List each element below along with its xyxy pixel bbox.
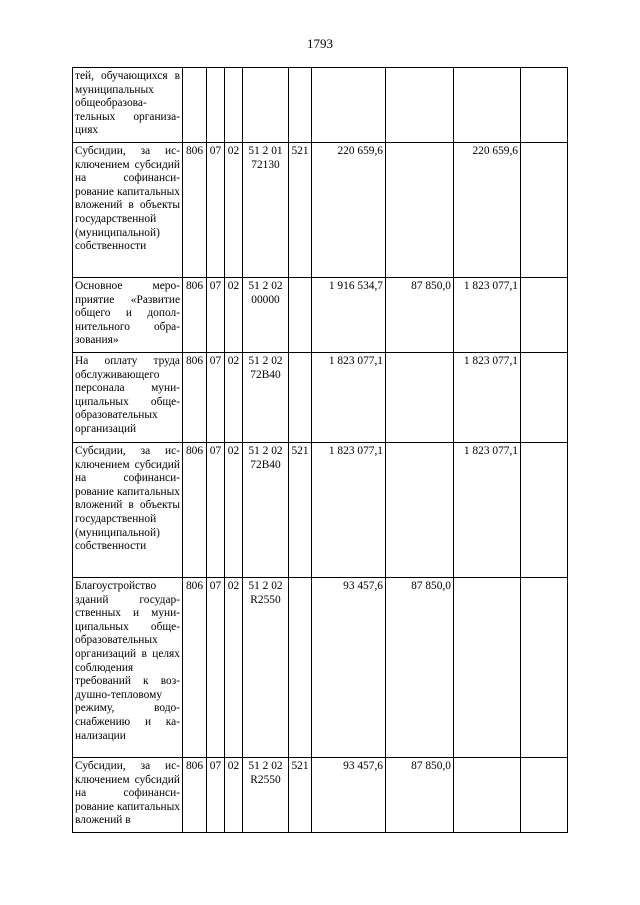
row-extra-amount-cell — [521, 578, 568, 758]
row-rz-code-cell: 07 — [207, 443, 225, 578]
row-rz-code-cell: 07 — [207, 143, 225, 278]
row-fed-amount-cell — [386, 68, 454, 143]
row-gr-code-cell: 806 — [183, 278, 207, 353]
page-number: 1793 — [307, 36, 333, 51]
row-extra-amount-cell — [521, 353, 568, 443]
row-vr-code-cell — [289, 278, 312, 353]
table-row — [73, 143, 568, 278]
row-csr-code-cell: 51 2 02 72В40 — [243, 353, 289, 443]
row-fed-amount-cell — [386, 443, 454, 578]
row-csr-code-cell — [243, 68, 289, 143]
row-name-cell: Благоустройство зданий государственных и муниципальных общеобразовательных организаций в целях соблюдения требований к воздушно-тепловому режиму, водоснабжению и канализации — [73, 578, 183, 758]
row-csr-code-cell: 51 2 02 00000 — [243, 278, 289, 353]
table-row — [73, 443, 568, 578]
row-fed-amount-cell — [386, 143, 454, 278]
row-total-amount-cell: 220 659,6 — [312, 143, 386, 278]
table-row — [73, 68, 568, 143]
row-total-amount-cell: 93 457,6 — [312, 578, 386, 758]
row-extra-amount-cell — [521, 758, 568, 833]
row-name-cell: Основное мероприятие «Развитие общего и дополнительного образования» — [73, 278, 183, 353]
row-gr-code-cell: 806 — [183, 758, 207, 833]
row-name-cell: Субсидии, за исключением субсидий на софинансирование капитальных вложений в объекты государственной (муниципальной) собственности — [73, 143, 183, 278]
row-rz-code-cell: 07 — [207, 578, 225, 758]
row-total-amount-cell: 1 823 077,1 — [312, 353, 386, 443]
row-csr-code-cell: 51 2 02 R2550 — [243, 758, 289, 833]
row-csr-code-cell: 51 2 01 72130 — [243, 143, 289, 278]
row-csr-code-cell: 51 2 02 R2550 — [243, 578, 289, 758]
row-gr-code-cell — [183, 68, 207, 143]
row-vr-code-cell: 521 — [289, 758, 312, 833]
row-vr-code-cell — [289, 578, 312, 758]
row-extra-amount-cell — [521, 278, 568, 353]
row-total-amount-cell: 93 457,6 — [312, 758, 386, 833]
row-extra-amount-cell — [521, 68, 568, 143]
row-fed-amount-cell — [386, 353, 454, 443]
row-reg-amount-cell: 1 823 077,1 — [454, 278, 521, 353]
row-gr-code-cell: 806 — [183, 578, 207, 758]
row-fed-amount-cell: 87 850,0 — [386, 758, 454, 833]
table-row — [73, 758, 568, 833]
row-reg-amount-cell: 220 659,6 — [454, 143, 521, 278]
row-pr-code-cell: 02 — [225, 278, 243, 353]
row-name-cell: Субсидии, за исключением субсидий на софинансирование капитальных вложений в объекты государственной (муниципальной) собственности — [73, 443, 183, 578]
row-total-amount-cell: 1 916 534,7 — [312, 278, 386, 353]
row-reg-amount-cell — [454, 578, 521, 758]
row-pr-code-cell: 02 — [225, 143, 243, 278]
row-vr-code-cell — [289, 353, 312, 443]
row-vr-code-cell — [289, 68, 312, 143]
row-reg-amount-cell: 1 823 077,1 — [454, 443, 521, 578]
row-gr-code-cell: 806 — [183, 143, 207, 278]
row-pr-code-cell: 02 — [225, 758, 243, 833]
row-reg-amount-cell — [454, 68, 521, 143]
row-csr-code-cell: 51 2 02 72В40 — [243, 443, 289, 578]
row-total-amount-cell — [312, 68, 386, 143]
row-rz-code-cell: 07 — [207, 758, 225, 833]
table-body — [73, 68, 568, 833]
row-reg-amount-cell: 1 823 077,1 — [454, 353, 521, 443]
row-gr-code-cell: 806 — [183, 443, 207, 578]
table-row — [73, 353, 568, 443]
row-fed-amount-cell: 87 850,0 — [386, 278, 454, 353]
row-pr-code-cell: 02 — [225, 443, 243, 578]
row-pr-code-cell: 02 — [225, 578, 243, 758]
row-reg-amount-cell — [454, 758, 521, 833]
row-fed-amount-cell: 87 850,0 — [386, 578, 454, 758]
row-name-cell: тей, обучающихся в муниципальных общеобразовательных организациях — [73, 68, 183, 143]
row-extra-amount-cell — [521, 443, 568, 578]
row-total-amount-cell: 1 823 077,1 — [312, 443, 386, 578]
row-name-cell: Субсидии, за исключением субсидий на софинансирование капитальных вложений в — [73, 758, 183, 833]
table-row — [73, 278, 568, 353]
row-vr-code-cell: 521 — [289, 443, 312, 578]
row-extra-amount-cell — [521, 143, 568, 278]
row-gr-code-cell: 806 — [183, 353, 207, 443]
row-vr-code-cell: 521 — [289, 143, 312, 278]
row-pr-code-cell — [225, 68, 243, 143]
row-rz-code-cell: 07 — [207, 278, 225, 353]
budget-table — [72, 67, 568, 833]
row-name-cell: На оплату труда обслуживающего персонала муниципальных общеобразовательных организаций — [73, 353, 183, 443]
row-rz-code-cell: 07 — [207, 353, 225, 443]
table-row — [73, 578, 568, 758]
row-pr-code-cell: 02 — [225, 353, 243, 443]
row-rz-code-cell — [207, 68, 225, 143]
